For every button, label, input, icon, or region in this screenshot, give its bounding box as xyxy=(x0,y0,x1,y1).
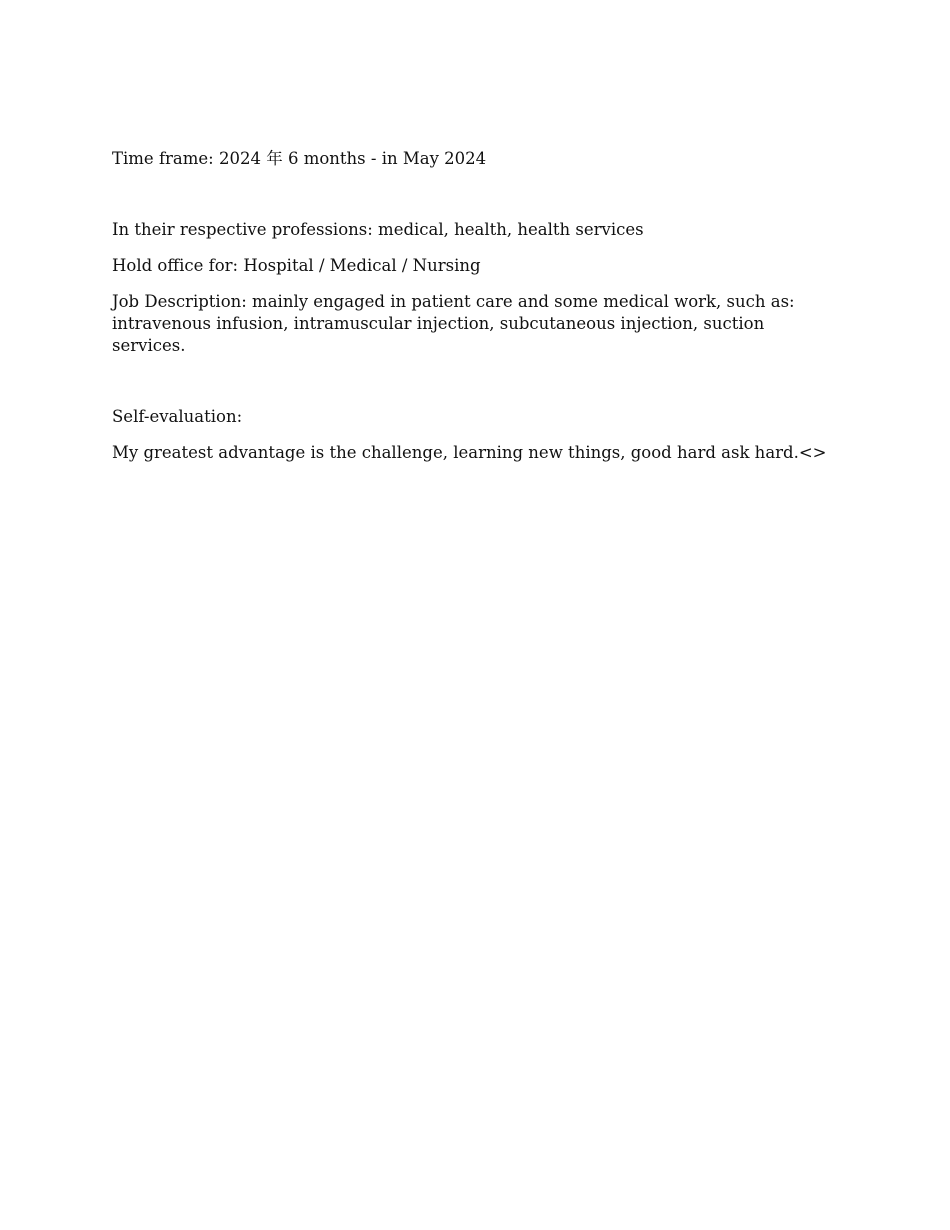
job-description-line-1: Job Description: mainly engaged in patient care and some medical work, such as: xyxy=(112,292,795,311)
professions-line: In their respective professions: medical, health, health services xyxy=(112,220,644,239)
job-description-line-2: intravenous infusion, intramuscular injection, subcutaneous injection, suction services. xyxy=(112,314,765,355)
hold-office-line: Hold office for: Hospital / Medical / Nursing xyxy=(112,256,481,275)
job-description xyxy=(112,291,832,357)
self-evaluation-text: My greatest advantage is the challenge, learning new things, good hard ask hard.<> xyxy=(112,443,827,462)
document-body xyxy=(112,148,832,478)
time-frame-line: Time frame: 2024 年 6 months - in May 2024 xyxy=(112,149,487,168)
self-evaluation-heading: Self-evaluation: xyxy=(112,407,243,426)
